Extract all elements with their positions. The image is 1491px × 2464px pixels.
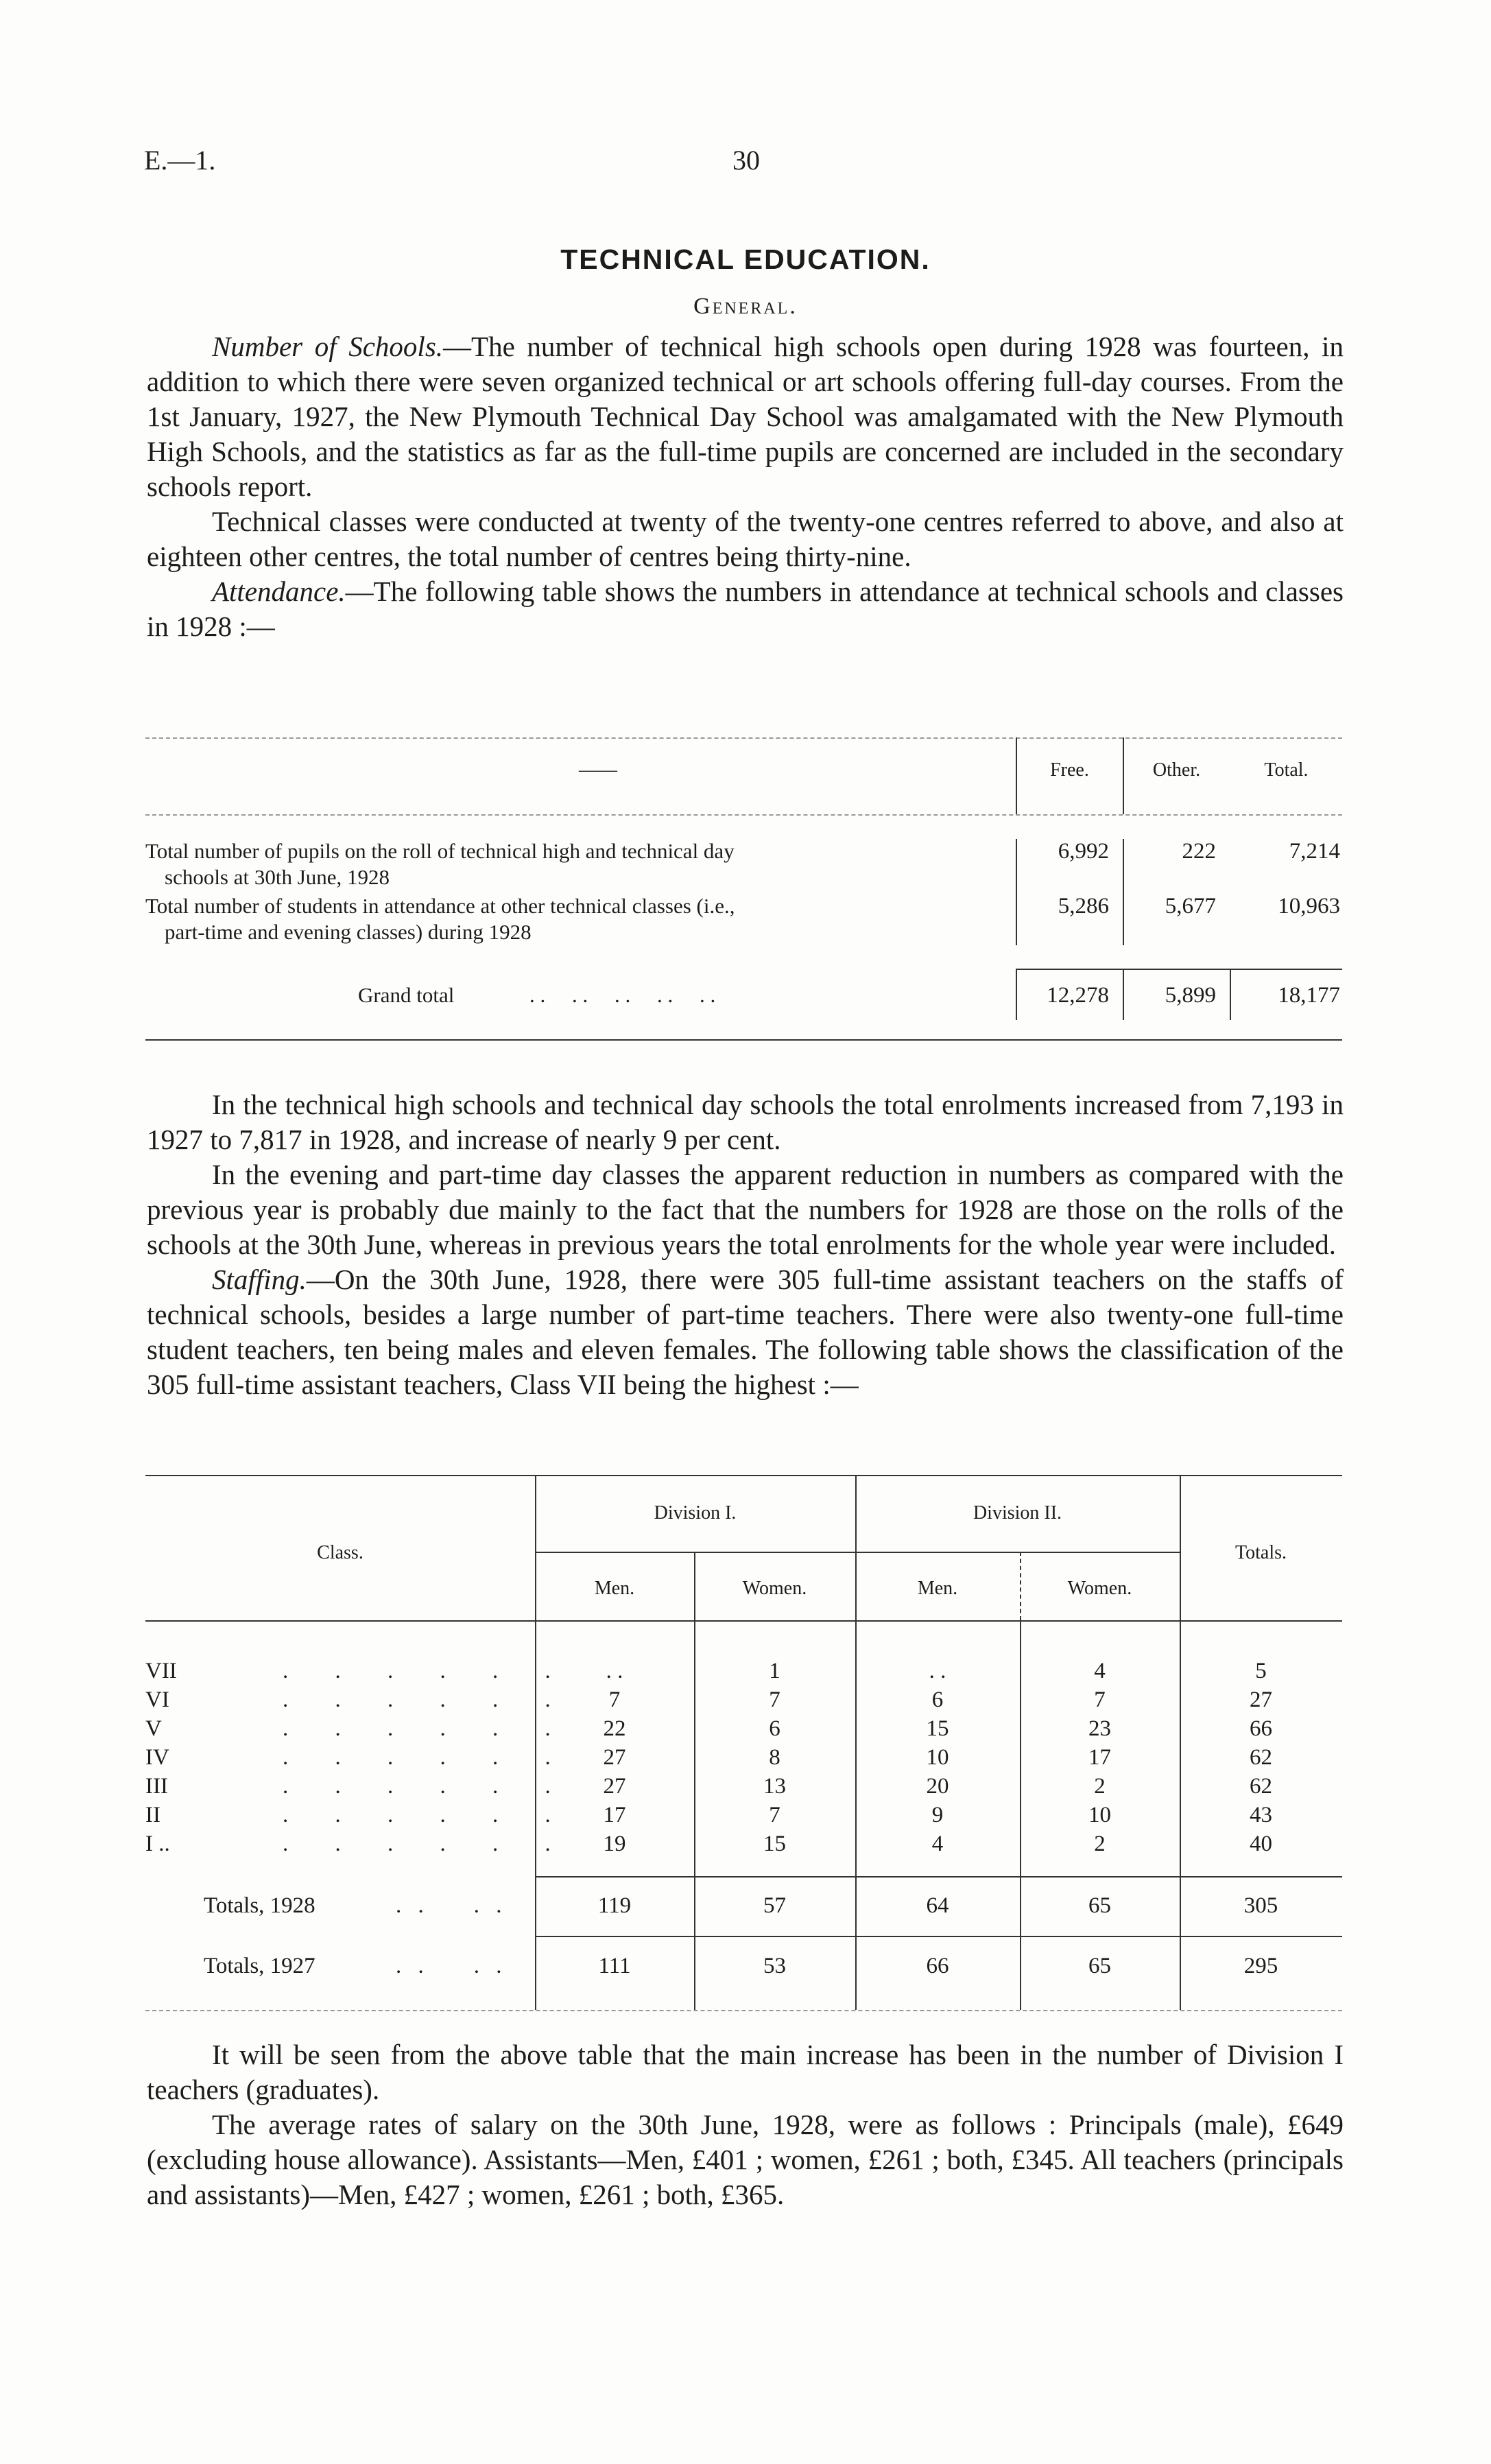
div2-men: 64 <box>926 1893 949 1918</box>
div2-men: 10 <box>926 1745 949 1770</box>
div2-women: 65 <box>1088 1893 1111 1918</box>
row-total: 5 <box>1255 1659 1267 1683</box>
grand-total-other: 5,899 <box>1165 983 1216 1008</box>
class-name: VI <box>145 1687 169 1712</box>
totals-rule <box>535 1876 1342 1877</box>
grand-total-free: 12,278 <box>1047 983 1109 1008</box>
header-totals: Totals. <box>1234 1542 1287 1563</box>
paragraph-evening-classes: In the evening and part-time day classes the apparent reduction in numbers as compared with the previous year is probably due mainly to the fact that the numbers for 1928 are those on the rolls of the schools at the 30th June, whereas in previous years the total enrolments for the whole year were included. <box>147 1159 1344 1260</box>
header-bottom-rule <box>145 1620 1342 1622</box>
div1-women: 57 <box>763 1893 786 1918</box>
row-total: 295 <box>1243 1954 1278 1978</box>
header-class: Class. <box>317 1542 363 1563</box>
paragraph-staffing <box>147 1262 1344 1402</box>
section-subtitle: General. <box>693 294 798 319</box>
div1-men: 27 <box>603 1774 626 1799</box>
header-men: Men. <box>917 1578 958 1599</box>
leader-dots: . . . . . . <box>283 1745 571 1770</box>
div2-women: 23 <box>1088 1716 1111 1741</box>
div2-men: 4 <box>931 1832 944 1856</box>
table-rule <box>145 814 1342 816</box>
row-label-cont: part-time and evening classes) during 1928 <box>165 920 532 944</box>
paragraph-lead: Number of Schools. <box>212 331 444 362</box>
div1-women: 6 <box>769 1716 780 1741</box>
header-rule <box>535 1552 1180 1553</box>
leader-dots: . . . . . . . . . . <box>529 983 716 1007</box>
div1-men: 111 <box>598 1954 631 1978</box>
class-label <box>145 1716 571 1742</box>
row-total: 40 <box>1250 1832 1272 1856</box>
div2-women: 65 <box>1088 1954 1111 1978</box>
leader-dots: . . . . . . <box>283 1832 571 1856</box>
leader-dots: . . . . . . <box>283 1716 571 1741</box>
paragraph-attendance <box>147 574 1344 644</box>
leader-dots: . . . . <box>396 1954 508 1978</box>
div1-men: 27 <box>603 1745 626 1770</box>
middle-text <box>147 1087 1344 1402</box>
div1-men: 119 <box>597 1893 632 1918</box>
class-label <box>145 1659 571 1684</box>
header-men: Men. <box>594 1578 635 1599</box>
leader-dots: . . . . . . <box>283 1687 571 1712</box>
class-label <box>145 1832 571 1857</box>
paragraph-division-increase: It will be seen from the above table that the main increase has been in the number of Division I teachers (graduates). <box>147 2039 1344 2105</box>
class-name: I .. <box>145 1832 170 1856</box>
grand-total-label: Grand total <box>358 983 455 1007</box>
header-other: Other. <box>1152 759 1201 781</box>
div2-women: 7 <box>1094 1687 1106 1712</box>
paragraph-technical-classes: Technical classes were conducted at twenty of the twenty-one centres referred to above, and also at eighteen other centres, the total number of centres being thirty-nine. <box>147 506 1344 572</box>
paragraph-body: —The following table shows the numbers in attendance at technical schools and classes in 1928 :— <box>147 576 1344 642</box>
table-row <box>145 1774 1342 1803</box>
totals-label <box>204 1954 508 1979</box>
div1-women: 7 <box>769 1687 780 1712</box>
div1-women: 7 <box>769 1803 780 1827</box>
table-row <box>145 1716 1342 1745</box>
div2-women: 17 <box>1088 1745 1111 1770</box>
class-label <box>145 1687 571 1713</box>
div1-women: 1 <box>769 1659 780 1683</box>
class-label <box>145 1803 571 1828</box>
div1-men: 22 <box>603 1716 626 1741</box>
totals-year-label: Totals, 1927 <box>204 1954 315 1978</box>
header-division-2: Division II. <box>973 1502 1062 1524</box>
div2-women: 4 <box>1094 1659 1106 1683</box>
table-row <box>145 1659 1342 1687</box>
row-label: Total number of students in attendance at other technical classes (i.e., <box>145 894 735 918</box>
div2-men: 6 <box>931 1687 944 1712</box>
div1-men: . . <box>606 1659 623 1683</box>
report-code: E.—1. <box>144 145 216 176</box>
table-top-rule <box>145 1475 1342 1476</box>
leader-dots: . . . . . . <box>283 1659 571 1683</box>
class-name: V <box>145 1716 162 1741</box>
subtotal-rule <box>1016 969 1342 970</box>
div1-men: 19 <box>603 1832 626 1856</box>
table-bottom-rule <box>145 1039 1342 1041</box>
totals-year-label: Totals, 1928 <box>204 1893 315 1918</box>
row-total: 66 <box>1250 1716 1272 1741</box>
class-name: VII <box>145 1659 177 1683</box>
section-title: TECHNICAL EDUCATION. <box>560 244 931 275</box>
value-other: 5,677 <box>1165 894 1216 919</box>
paragraph-salary: The average rates of salary on the 30th June, 1928, were as follows : Principals (male), £649 (excluding house allowance). Assistants—Men, £401 ; women, £261 ; both, £345. All teachers (principals and assistants)—Men, £427 ; women, £261 ; both, £365. <box>147 2109 1344 2210</box>
paragraph-enrolments: In the technical high schools and technical day schools the total enrolments increased from 7,193 in 1927 to 7,817 in 1928, and increase of nearly 9 per cent. <box>147 1089 1344 1155</box>
class-name: II <box>145 1803 160 1827</box>
div2-men: 9 <box>931 1803 944 1827</box>
totals-rule <box>535 1936 1342 1937</box>
div2-men: 66 <box>926 1954 949 1978</box>
header-women: Women. <box>1067 1578 1132 1599</box>
grand-total-total: 18,177 <box>1278 983 1340 1008</box>
table-row <box>145 1745 1342 1774</box>
class-name: IV <box>145 1745 169 1770</box>
value-free: 5,286 <box>1058 894 1109 919</box>
leader-dots: . . . . <box>396 1893 508 1918</box>
div1-women: 15 <box>763 1832 786 1856</box>
class-label <box>145 1774 571 1799</box>
div1-women: 53 <box>763 1954 786 1978</box>
div2-women: 2 <box>1094 1832 1106 1856</box>
paragraph-lead: Staffing. <box>212 1264 307 1295</box>
table-row <box>145 1832 1342 1860</box>
div1-women: 8 <box>769 1745 780 1770</box>
table-row <box>145 1803 1342 1832</box>
header-total: Total. <box>1264 759 1309 781</box>
totals-label <box>204 1893 508 1919</box>
div1-men: 17 <box>603 1803 626 1827</box>
row-total: 62 <box>1250 1745 1272 1770</box>
paragraph-body: —The number of technical high schools open during 1928 was fourteen, in addition to which there were seven organized technical or art schools offering full-day courses. From the 1st January, 1927, the New Plymouth Technical Day School was amalgamated with the New Plymouth High Schools, and the statistics as far as the full-time pupils are concerned are included in the secondary schools report. <box>147 331 1344 502</box>
div2-men: 20 <box>926 1774 949 1799</box>
table-bottom-rule <box>145 2010 1342 2011</box>
div2-women: 2 <box>1094 1774 1106 1799</box>
header-dash: —— <box>579 759 617 781</box>
value-total: 7,214 <box>1289 839 1340 864</box>
staffing-table <box>145 1475 1342 2017</box>
leader-dots: . . . . . . <box>283 1774 571 1799</box>
row-total: 305 <box>1243 1893 1278 1918</box>
header-division-1: Division I. <box>654 1502 737 1524</box>
paragraph-body: —On the 30th June, 1928, there were 305 full-time assistant teachers on the staffs of technical schools, besides a large number of part-time teachers. There were also twenty-one full-time student teachers, ten being males and eleven females. The following table shows the classification of the 305 full-time assistant teachers, Class VII being the highest :— <box>147 1264 1344 1400</box>
page-number: 30 <box>732 145 760 176</box>
row-total: 62 <box>1250 1774 1272 1799</box>
div2-men: 15 <box>926 1716 949 1741</box>
row-label-cont: schools at 30th June, 1928 <box>165 865 390 889</box>
leader-dots: . . . . . . <box>283 1803 571 1827</box>
div2-men: . . <box>929 1659 946 1683</box>
table-row <box>145 1687 1342 1716</box>
value-total: 10,963 <box>1278 894 1340 919</box>
totals-1928-row <box>145 1893 1342 1922</box>
div2-women: 10 <box>1088 1803 1111 1827</box>
class-name: III <box>145 1774 168 1799</box>
header-free: Free. <box>1050 759 1089 781</box>
row-total: 43 <box>1250 1803 1272 1827</box>
attendance-table <box>145 737 1342 1047</box>
class-label <box>145 1745 571 1770</box>
paragraph-number-of-schools <box>147 329 1344 504</box>
value-free: 6,992 <box>1058 839 1109 864</box>
div1-women: 13 <box>763 1774 786 1799</box>
row-total: 27 <box>1250 1687 1272 1712</box>
totals-1927-row <box>145 1954 1342 1982</box>
value-other: 222 <box>1182 839 1216 864</box>
header-women: Women. <box>742 1578 807 1599</box>
row-label: Total number of pupils on the roll of technical high and technical day <box>145 839 735 863</box>
div1-men: 7 <box>608 1687 621 1712</box>
table-rule <box>145 737 1342 739</box>
paragraph-lead: Attendance. <box>212 576 346 607</box>
intro-text <box>147 329 1344 644</box>
closing-text <box>147 2037 1344 2212</box>
